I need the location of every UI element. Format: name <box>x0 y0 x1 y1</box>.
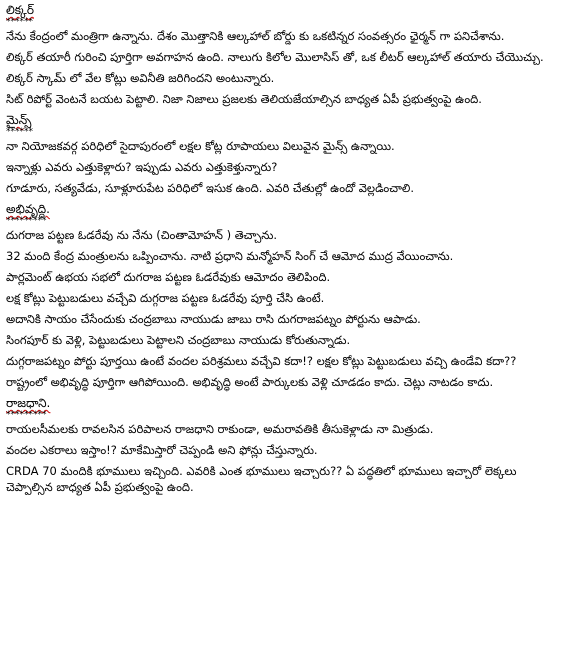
section-stars-capital: ********* <box>6 410 47 420</box>
paragraph: లక్ష కోట్లు పెట్టుబడులు వచ్చేవి దుగ్గరాజ పట్టణ ఓడరేవు పూర్తి చేసి ఉంటే. <box>6 291 325 305</box>
section-stars-liquor: ****** <box>6 17 33 27</box>
paragraph: నా నియోజకవర్గ పరిధిలో సైదాపురంలో లక్షల కోట్ల రూపాయలు విలువైన మైన్స్ ఉన్నాయి. <box>6 139 395 153</box>
paragraph: అదానికి సాయం చేసేందుకు చంద్రబాబు నాయుడు జాబు రాసి దుగరాజపట్నం పోర్టును ఆపాడు. <box>6 312 421 326</box>
section-heading-capital: రాజధాని. <box>6 396 51 410</box>
paragraph: నేను కేంద్రంలో మంత్రిగా ఉన్నాను. దేశం మొత్తానికి ఆల్కహాల్ బోర్డు కు ఒకటిన్నర సంవత్సరం ఛైర్మన్ గా పనిచేశాను. <box>6 29 505 43</box>
paragraph: ఇన్నాళ్లు ఎవరు ఎత్తుకెళ్లారు? ఇప్పుడు ఎవరు ఎత్తుకెళ్తున్నారు? <box>6 160 278 174</box>
paragraph: దుగ్గరాజపట్నం పోర్టు పూర్తయి ఉంటే వందల పరిశ్రమలు వచ్చేవి కదా!? లక్షల కోట్లు పెట్టుబడులు వచ్చి ఉండేవి కదా?? <box>6 354 517 368</box>
paragraph: సిట్ రిపోర్ట్ వెంటనే బయట పెట్టాలి. నిజా నిజాలు ప్రజలకు తెలియజేయాల్సిన బాధ్యత ఏపీ ప్రభుత్వంపై ఉంది. <box>6 92 482 106</box>
paragraph: రాష్ట్రంలో అభివృద్ధి పూర్తిగా ఆగిపోయింది. అభివృద్ధి అంటే పార్కులకు వెళ్లి చూడడం కాదు. చెట్లు నాటడం కాదు. <box>6 375 494 389</box>
paragraph: రాయలసీమలకు రావలసిన పరిపాలన రాజధాని రాకుండా, అమరావతికి తీసుకెళ్లాడు నా మిత్రుడు. <box>6 422 434 436</box>
section-heading-liquor: లిక్కర్ <box>6 3 34 17</box>
paragraph: వందల ఎకరాలు ఇస్తాం!? మాకేమిస్తారో చెప్పండి అని ఫోన్లు చేస్తున్నారు. <box>6 443 318 457</box>
section-stars-development: ********* <box>6 216 47 226</box>
paragraph: సింగపూర్ కు వెళ్లి, పెట్టుబడులు పెట్టాలని చంద్రబాబు నాయుడు కోరుతున్నాడు. <box>6 333 351 347</box>
section-heading-mines: మైన్స్ <box>6 113 32 127</box>
paragraph: CRDA 70 మందికి భూములు ఇచ్చింది. ఎవరికి ఎంత భూములు ఇచ్చారు?? ఏ పద్ధతిలో భూములు ఇచ్చారో లెక్కలు చెప్పాల్సిన బాధ్యత ఏపీ ప్రభుత్వంపై ఉంది. <box>6 464 517 494</box>
paragraph: 32 మంది కేంద్ర మంత్రులను ఒప్పించాను. నాటి ప్రధాని మన్మోహన్ సింగ్ చే ఆమోద ముద్ర వేయించాను. <box>6 249 454 263</box>
section-stars-mines: ****** <box>6 127 33 137</box>
section-heading-development: అభివృద్ధి. <box>6 202 50 216</box>
paragraph: లిక్కర్ స్కామ్ లో వేల కోట్లు అవినీతి జరిగిందని అంటున్నారు. <box>6 71 275 85</box>
paragraph: గూడూరు, సత్యవేడు, సూళ్లూరుపేట పరిధిలో ఇసుక ఉంది. ఎవరి చేతుల్లో ఉందో వెల్లడించాలి. <box>6 181 415 195</box>
paragraph: దుగరాజ పట్టణ ఓడరేవు ను నేను (చింతామోహన్ ) తెచ్చాను. <box>6 228 277 242</box>
paragraph: పార్లమెంట్ ఉభయ సభలో దుగరాజ పట్టణ ఓడరేవుకు ఆమోదం తెలిపింది. <box>6 270 331 284</box>
paragraph: లిక్కర్ తయారీ గురించి పూర్తిగా అవగాహన ఉంది. నాలుగు కిలోల మొలాసిస్ తో, ఒక లీటర్ ఆల్కహాల్ తయారు చేయొచ్చు. <box>6 50 544 64</box>
